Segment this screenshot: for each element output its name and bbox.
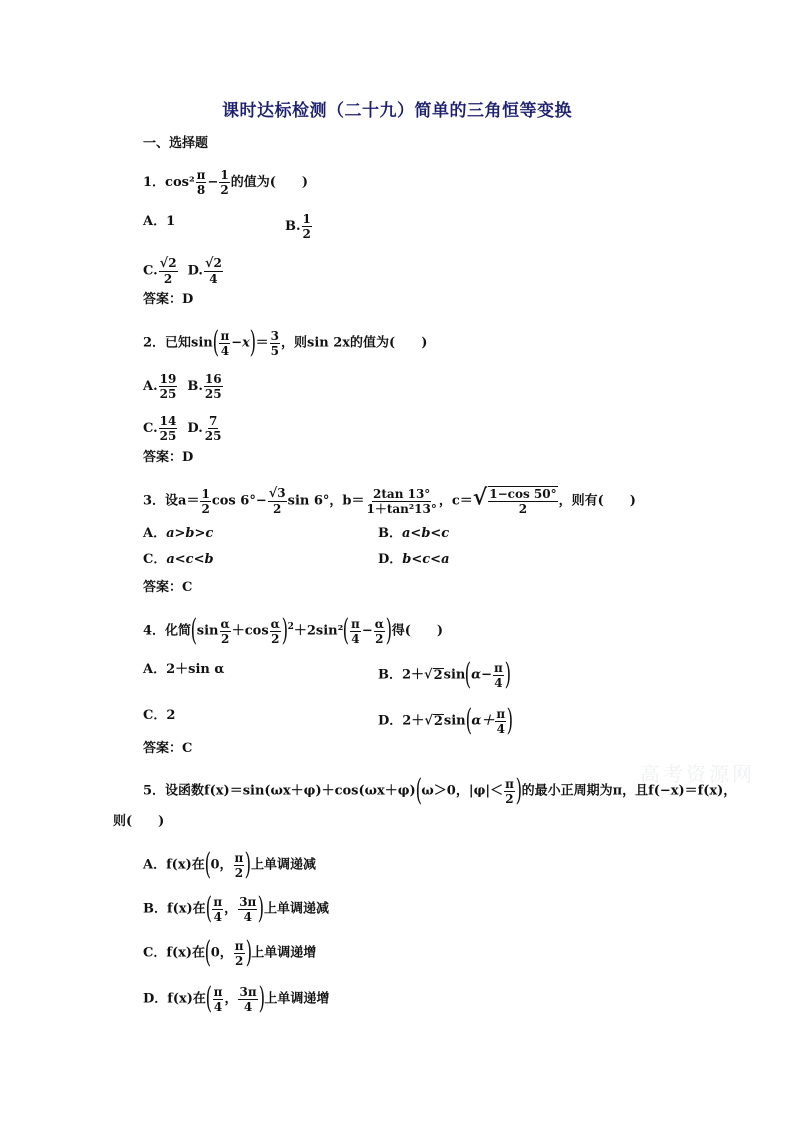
question-number: 1． [143, 175, 166, 190]
q4-answer: 答案：C [143, 741, 193, 756]
q5-option-a: A．f(x)在(0， $\frac{\pi}{2}$ )上单调递减 [143, 847, 317, 882]
question-5: 5．设函数f(x)＝sin(ωx＋φ)＋cos(ωx＋φ)(ω＞0，|φ|＜ $\frac{\pi}{2}$ )的最小正周期为π，且f(−x)＝f(x)， [143, 773, 737, 808]
question-3: 3．设a＝ $\frac{1}{2}$ cos 6°− $\frac{√3}{2}$ sin 6°，b＝ $\frac{2\tan 13^\circ}{\text{1＋tan²13°}}$ ，c＝√ $\frac{1-\cos 50^\circ}{2}$ ，则有( ) [143, 484, 636, 516]
q3-option-b: B．a<b<c [378, 526, 450, 541]
q4-option-c: C．2 [143, 708, 176, 723]
q1-option-b: B. $\frac{1}{2}$ [285, 212, 311, 241]
q5-option-b: B．f(x)在( $\frac{\pi}{4}$ ， $\frac{3\pi}{4}$ )上单调递减 [143, 891, 330, 926]
question-2: 2．已知sin( $\frac{\pi}{4}$ −x)＝ $\frac{3}{5}$ ，则sin 2x的值为( ) [143, 325, 428, 360]
watermark: 高考资源网 [640, 762, 755, 786]
question-1: 1．cos² $\frac{\pi}{8}$ − $\frac{1}{2}$ 的值为( ) [143, 168, 309, 197]
q2-options-ab: A. $\frac{19}{25}$ B. $\frac{16}{25}$ [143, 372, 222, 401]
page-title: 课时达标检测（二十九）简单的三角恒等变换 [222, 101, 572, 121]
q1-options-cd: C. $\frac{√2}{2}$ D. $\frac{√2}{4}$ [143, 256, 222, 286]
q4-option-b: B．2＋√2sin(α− $\frac{\pi}{4}$ ) [378, 657, 511, 692]
q1-option-a: A．1 [143, 214, 176, 229]
q3-option-c: C．a<c<b [143, 552, 214, 567]
section-heading: 一、选择题 [143, 136, 209, 151]
question-5-continued: 则( ) [113, 814, 165, 829]
q1-answer: 答案：D [143, 292, 194, 307]
q4-option-d: D．2＋√2sin(α＋ $\frac{\pi}{4}$ ) [378, 703, 514, 738]
question-4: 4．化简(sin $\frac{\alpha}{2}$ ＋cos $\frac{\alpha}{2}$ )$^2$＋2sin²( $\frac{\pi}{4}$ − $\frac{\alpha}{2}$ )得( ) [143, 613, 443, 648]
q4-option-a: A．2＋sin α [143, 662, 225, 677]
q5-option-c: C．f(x)在(0， $\frac{\pi}{2}$ )上单调递增 [143, 935, 317, 970]
q5-option-d: D．f(x)在( $\frac{\pi}{4}$ ， $\frac{3\pi}{4}$ )上单调递增 [143, 981, 330, 1016]
q3-answer: 答案：C [143, 580, 193, 595]
q2-options-cd: C. $\frac{14}{25}$ D. $\frac{7}{25}$ [143, 414, 222, 443]
q3-option-a: A．a>b>c [143, 526, 214, 541]
q3-option-d: D．b<c<a [378, 552, 450, 567]
q2-answer: 答案：D [143, 450, 194, 465]
